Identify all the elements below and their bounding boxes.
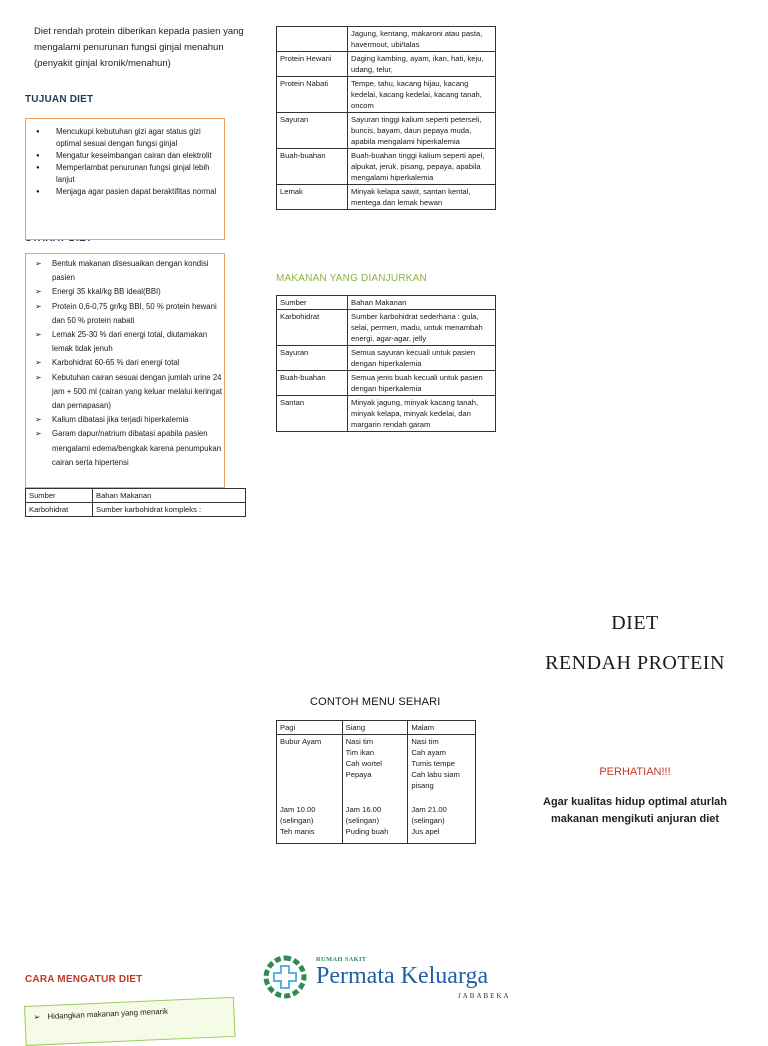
table-cell: Jagung, kentang, makaroni atau pasta, havermout, ubi/talas — [348, 27, 496, 52]
logo-name: Permata Keluarga — [316, 963, 489, 989]
title-line-2: RENDAH PROTEIN — [545, 652, 725, 674]
table-header-cell: Malam — [408, 721, 476, 735]
table-cell: Karbohidrat — [277, 310, 348, 346]
table-header-cell: Sumber — [26, 489, 93, 503]
table-cell: Karbohidrat — [26, 503, 93, 517]
menu-heading: CONTOH MENU SEHARI — [310, 696, 441, 708]
table-row — [277, 396, 496, 432]
list-item: ● Mengatur keseimbangan cairan dan elektrolit — [56, 150, 224, 162]
list-item: ● Mencukupi kebutuhan gizi agar status gizi optimal sesuai dengan fungsi ginjal — [56, 126, 224, 150]
table-row — [277, 296, 496, 310]
list-item: ➢ Bentuk makanan disesuaikan dengan kondisi pasien — [52, 257, 224, 285]
perhatian-heading: PERHATIAN!!! — [599, 766, 671, 778]
table-cell: Buah-buahan tinggi kalium seperti apel, alpukat, jeruk, pisang, pepaya, apabila mengalami hiperkalemia — [348, 149, 496, 185]
table-row — [277, 77, 496, 113]
table-cell: Buah-buahan — [277, 371, 348, 396]
table-cell: Nasi tim Tim ikan Cah wortel Pepaya — [342, 735, 408, 804]
title-line-1: DIET — [611, 612, 659, 634]
table-header-cell: Sumber — [277, 296, 348, 310]
table-cell: Jam 10.00 (selingan) Teh manis — [277, 803, 343, 844]
tabel-makanan-dianjurkan — [276, 295, 496, 432]
syarat-list — [26, 257, 224, 470]
tabel-sumber-kiri — [25, 488, 246, 517]
cara-heading: CARA MENGATUR DIET — [25, 974, 143, 985]
table-row — [277, 735, 476, 804]
table-cell: Daging kambing, ayam, ikan, hati, keju, udang, telur, — [348, 52, 496, 77]
table-row — [277, 113, 496, 149]
table-cell — [277, 27, 348, 52]
table-cell: Protein Hewani — [277, 52, 348, 77]
table-row — [277, 346, 496, 371]
logo-small-text: RUMAH SAKIT — [316, 956, 367, 963]
table-cell: Sumber karbohidrat sederhana : gula, selai, permen, madu, untuk menambah energi, agar-agar, jelly — [348, 310, 496, 346]
table-cell: Tempe, tahu, kacang hijau, kacang kedelai, kacang kedelai, kacang tanah, oncom — [348, 77, 496, 113]
table-cell: Protein Nabati — [277, 77, 348, 113]
table-cell: Semua sayuran kecuali untuk pasien dengan hiperkalemia — [348, 346, 496, 371]
hospital-logo — [262, 954, 512, 1004]
table-header-cell: Bahan Makanan — [93, 489, 246, 503]
table-cell: Sayuran — [277, 346, 348, 371]
table-cell: Lemak — [277, 185, 348, 210]
table-cell: Santan — [277, 396, 348, 432]
table-row — [26, 489, 246, 503]
dianjurkan-heading: MAKANAN YANG DIANJURKAN — [276, 273, 427, 284]
tujuan-list — [26, 126, 224, 198]
syarat-diet-box — [25, 253, 225, 488]
arrow-bullet-icon: ➢ — [33, 1012, 41, 1022]
list-item: ● Memperlambat penurunan fungsi ginjal lebih lanjut — [56, 162, 224, 186]
list-item: ● Menjaga agar pasien dapat beraktifitas normal — [56, 186, 224, 198]
list-item: ➢ Energi 35 kkal/kg BB ideal(BBI) — [52, 285, 224, 299]
table-cell: Sumber karbohidrat kompleks : — [93, 503, 246, 517]
table-row — [26, 503, 246, 517]
perhatian-text: Agar kualitas hidup optimal aturlah makanan mengikuti anjuran diet — [543, 796, 727, 825]
list-item: ➢ Protein 0,6-0,75 gr/kg BBI, 50 % protein hewani dan 50 % protein nabati — [52, 300, 224, 328]
tabel-contoh-menu — [276, 720, 476, 844]
table-header-cell: Bahan Makanan — [348, 296, 496, 310]
tujuan-diet-box — [25, 118, 225, 240]
table-header-cell: Pagi — [277, 721, 343, 735]
intro-paragraph: Diet rendah protein diberikan kepada pasien yang mengalami penurunan fungsi ginjal menahun (penyakit ginjal kronik/menahun) — [34, 26, 244, 69]
logo-sub-text: JABABEKA — [458, 992, 511, 1000]
list-item: ➢ Karbohidrat 60-65 % dari energi total — [52, 356, 224, 370]
table-row — [277, 371, 496, 396]
list-item: Hidangkan makanan yang menarik — [47, 1006, 169, 1021]
list-item: ➢ Garam dapur/natrium dibatasi apabila pasien mengalami edema/bengkak karena penumpukan cairan serta hipertensi — [52, 427, 224, 470]
table-row — [277, 803, 476, 844]
table-row — [277, 52, 496, 77]
table-row — [277, 185, 496, 210]
table-cell: Nasi tim Cah ayam Tumis tempe Cah labu siam pisang — [408, 735, 476, 804]
list-item: ➢ Kebutuhan cairan sesuai dengan jumlah urine 24 jam + 500 ml (cairan yang keluar melalui keringat dan pernapasan) — [52, 371, 224, 414]
table-cell: Jam 16.00 (selingan) Puding buah — [342, 803, 408, 844]
table-cell: Minyak kelapa sawit, santan kental, mentega dan lemak hewan — [348, 185, 496, 210]
table-cell: Sayuran — [277, 113, 348, 149]
cross-emblem-icon — [262, 954, 308, 1000]
tabel-makanan-dibatasi — [276, 26, 496, 210]
table-cell: Bubur Ayam — [277, 735, 343, 804]
table-row — [277, 27, 496, 52]
table-row — [277, 721, 476, 735]
list-item: ➢ Kalium dibatasi jika terjadi hiperkalemia — [52, 413, 224, 427]
list-item: ➢ Lemak 25-30 % dari energi total, diutamakan lemak tidak jenuh — [52, 328, 224, 356]
tujuan-diet-heading: TUJUAN DIET — [25, 94, 94, 105]
table-header-cell: Siang — [342, 721, 408, 735]
table-cell: Buah-buahan — [277, 149, 348, 185]
table-cell: Semua jenis buah kecuali untuk pasien dengan hiperkalemia — [348, 371, 496, 396]
table-cell: Jam 21.00 (selingan) Jus apel — [408, 803, 476, 844]
table-cell: Sayuran tinggi kalium seperti peterseli, buncis, bayam, daun pepaya muda, apabila mengalami hiperkalemia — [348, 113, 496, 149]
table-cell: Minyak jagung, minyak kacang tanah, minyak kelapa, minyak kedelai, dan margarin rendah garam — [348, 396, 496, 432]
table-row — [277, 149, 496, 185]
table-row — [277, 310, 496, 346]
cara-box — [24, 997, 236, 1046]
